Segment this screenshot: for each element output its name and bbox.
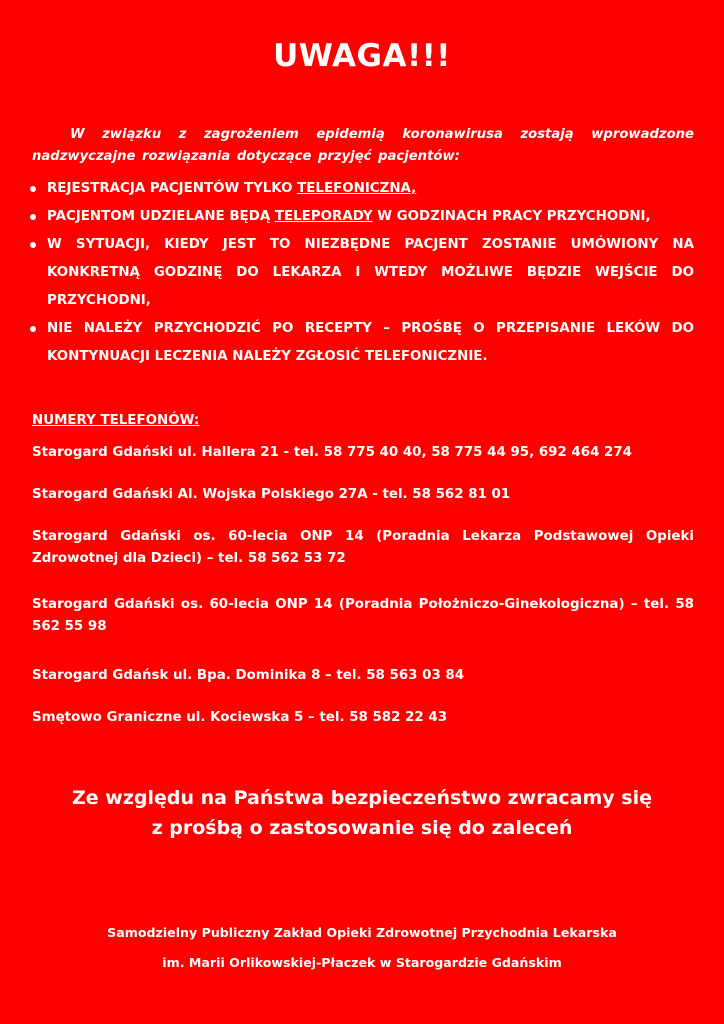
rule-text: NIE NALEŻY PRZYCHODZIĆ PO RECEPTY – PROŚBĘ O PRZEPISANIE LEKÓW DO KONTYNUACJI LECZENIA NALEŻY ZGŁOSIĆ TELEFONICZNIE. — [47, 321, 694, 364]
rule-item-appointment — [28, 231, 694, 315]
phone-entry-dominika: Starogard Gdańsk ul. Bpa. Dominika 8 – tel. 58 563 03 84 — [32, 668, 465, 683]
rule-item-teleconsultation — [28, 203, 694, 231]
rule-text: W GODZINACH PRACY PRZYCHODNI, — [372, 209, 651, 224]
footer-line-2: im. Marii Orlikowskiej-Płaczek w Starogardzie Gdańskim — [162, 955, 562, 970]
phone-entry-pediatrics: Starogard Gdański os. 60-lecia ONP 14 (Poradnia Lekarza Podstawowej Opieki Zdrowotnej dla Dzieci) – tel. 58 562 53 72 — [32, 529, 694, 566]
rule-item-registration — [28, 175, 694, 203]
rule-text: REJESTRACJA PACJENTÓW TYLKO — [47, 181, 298, 196]
closing-message — [0, 783, 724, 843]
rule-text: W SYTUACJI, KIEDY JEST TO NIEZBĘDNE PACJENT ZOSTANIE UMÓWIONY NA KONKRETNĄ GODZINĘ DO LEKARZA I WTEDY MOŻLIWE BĘDZIE WEJŚCIE DO PRZYCHODNI, — [47, 237, 694, 308]
closing-line-1: Ze względu na Państwa bezpieczeństwo zwracamy się — [71, 787, 653, 809]
phone-entry-smetowo: Smętowo Graniczne ul. Kociewska 5 – tel. 58 582 22 43 — [32, 710, 448, 725]
phone-entry-hallera: Starogard Gdański ul. Hallera 21 - tel. 58 775 40 40, 58 775 44 95, 692 464 274 — [32, 445, 633, 460]
rule-emphasis: TELEPORADY — [274, 209, 373, 224]
intro-line-2: nadzwyczajne rozwiązania dotyczące przyjęć pacjentów: — [32, 149, 460, 164]
intro-text — [32, 124, 694, 168]
footer-line-1: Samodzielny Publiczny Zakład Opieki Zdrowotnej Przychodnia Lekarska — [107, 925, 617, 940]
page-title: UWAGA!!! — [273, 38, 451, 74]
phones-heading: NUMERY TELEFONÓW: — [32, 413, 200, 428]
rule-emphasis: TELEFONICZNA, — [297, 181, 417, 196]
institution-footer — [0, 918, 724, 978]
intro-line-1: W związku z zagrożeniem epidemią koronawirusa zostają wprowadzone — [70, 127, 694, 142]
rule-item-prescriptions — [28, 315, 694, 371]
phone-entry-wojska-polskiego: Starogard Gdański Al. Wojska Polskiego 27A - tel. 58 562 81 01 — [32, 487, 511, 502]
rule-text: PACJENTOM UDZIELANE BĘDĄ — [47, 209, 275, 224]
phone-entry-gynecology: Starogard Gdański os. 60-lecia ONP 14 (Poradnia Położniczo-Ginekologiczna) – tel. 58 562 55 98 — [32, 597, 694, 634]
rules-list — [28, 175, 694, 371]
closing-line-2: z prośbą o zastosowanie się do zaleceń — [151, 817, 573, 839]
